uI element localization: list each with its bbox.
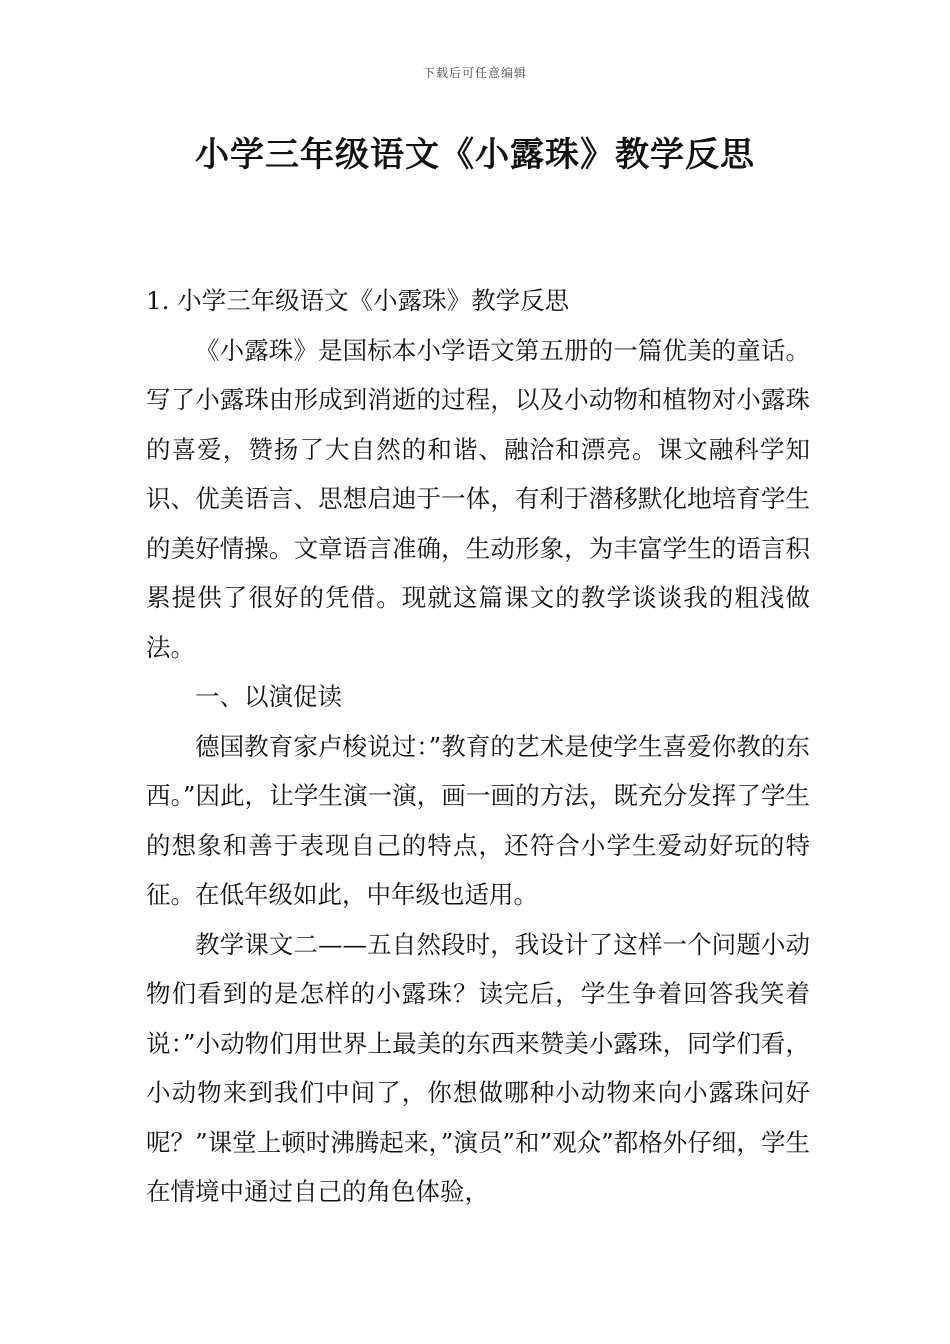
section-heading: 1. 小学三年级语文《小露珠》教学反思 [146, 286, 570, 315]
paragraph-rousseau: 德国教育家卢梭说过：”教育的艺术是使学生喜爱你教的东西。”因此，让学生演一演，画一画的方法，既充分发挥了学生的想象和善于表现自己的特点，还符合小学生爱动好玩的特征。在低年级如此，中年级也适用。 [146, 731, 810, 909]
sub-heading-1: 一、以演促读 [195, 682, 342, 711]
paragraph-intro: 《小露珠》是国标本小学语文第五册的一篇优美的童话。写了小露珠由形成到消逝的过程，以及小动物和植物对小露珠的喜爱，赞扬了大自然的和谐、融洽和漂亮。课文融科学知识、优美语言、思想启迪于一体，有利于潜移默化地培育学生的美好情操。文章语言准确，生动形象，为丰富学生的语言积累提供了很好的凭借。现就这篇课文的教学谈谈我的粗浅做法。 [146, 335, 810, 662]
paragraph-lesson: 教学课文二——五自然段时，我设计了这样一个问题小动物们看到的是怎样的小露珠？读完后，学生争着回答我笑着说：”小动物们用世界上最美的东西来赞美小露珠，同学们看，小动物来到我们中间了，你想做哪种小动物来向小露珠问好呢？”课堂上顿时沸腾起来，”演员”和”观众”都格外仔细，学生在情境中通过自己的角色体验， [146, 929, 810, 1206]
document-body [146, 276, 810, 1217]
document-title: 小学三年级语文《小露珠》教学反思 [195, 135, 755, 175]
header-note: 下载后可任意编辑 [422, 66, 527, 80]
